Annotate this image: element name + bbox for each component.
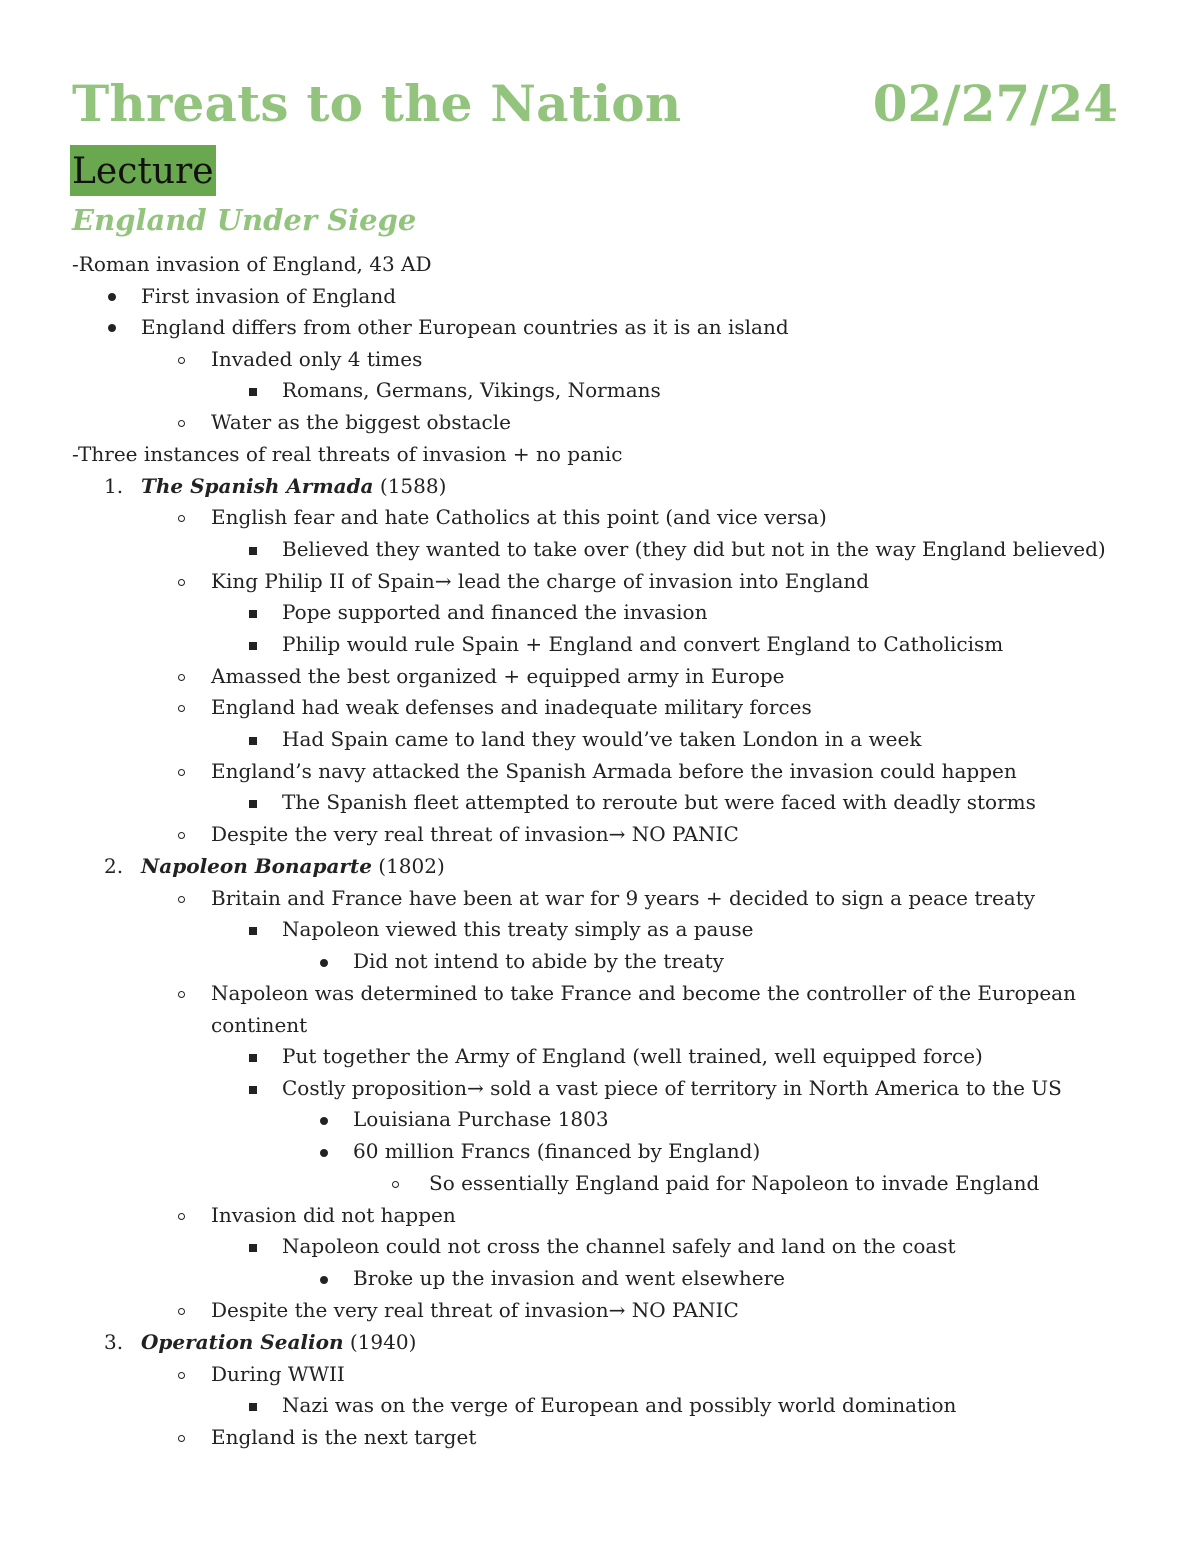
bullet-circle bbox=[178, 1435, 185, 1442]
bullet-circle bbox=[178, 1213, 185, 1220]
note-line: Broke up the invasion and went elsewhere bbox=[353, 1266, 785, 1290]
bullet-circle bbox=[178, 705, 185, 712]
topic-title: The Spanish Armada bbox=[141, 474, 374, 498]
note-line: Costly proposition→ sold a vast piece of territory in North America to the US bbox=[282, 1076, 1062, 1100]
list-number: 2. bbox=[104, 854, 124, 878]
bullet-dot bbox=[108, 324, 116, 332]
bullet-circle bbox=[392, 1181, 399, 1188]
note-line: continent bbox=[211, 1013, 308, 1037]
note-line: Romans, Germans, Vikings, Normans bbox=[282, 378, 661, 402]
note-line: English fear and hate Catholics at this point (and vice versa) bbox=[211, 505, 827, 529]
bullet-circle bbox=[178, 420, 185, 427]
note-line: King Philip II of Spain→ lead the charge of invasion into England bbox=[211, 569, 870, 593]
note-line: Philip would rule Spain + England and convert England to Catholicism bbox=[282, 632, 1004, 656]
topic-title: Operation Sealion bbox=[141, 1330, 344, 1354]
note-line: Napoleon could not cross the channel safely and land on the coast bbox=[282, 1234, 956, 1258]
bullet-circle bbox=[178, 579, 185, 586]
note-line: Pope supported and financed the invasion bbox=[282, 600, 708, 624]
note-line: -Three instances of real threats of invasion + no panic bbox=[72, 442, 623, 466]
bullet-square bbox=[249, 610, 257, 618]
note-line: Napoleon was determined to take France and become the controller of the European bbox=[211, 981, 1076, 1005]
note-line: England’s navy attacked the Spanish Armada before the invasion could happen bbox=[211, 759, 1017, 783]
note-line: Nazi was on the verge of European and possibly world domination bbox=[282, 1393, 957, 1417]
bullet-square bbox=[249, 642, 257, 650]
bullet-dot bbox=[320, 959, 328, 967]
note-line: The Spanish fleet attempted to reroute but were faced with deadly storms bbox=[282, 790, 1036, 814]
note-line: Invasion did not happen bbox=[211, 1203, 456, 1227]
note-line: Believed they wanted to take over (they did but not in the way England believed) bbox=[282, 537, 1106, 561]
note-line: Put together the Army of England (well trained, well equipped force) bbox=[282, 1044, 983, 1068]
note-line: England differs from other European countries as it is an island bbox=[141, 315, 789, 339]
note-line: Napoleon viewed this treaty simply as a pause bbox=[282, 917, 754, 941]
note-line: Amassed the best organized + equipped army in Europe bbox=[211, 664, 785, 688]
bullet-circle bbox=[178, 515, 185, 522]
note-line: Had Spain came to land they would’ve taken London in a week bbox=[282, 727, 922, 751]
list-number: 1. bbox=[104, 474, 124, 498]
topic-year: (1588) bbox=[373, 474, 447, 498]
lecture-label: Lecture bbox=[70, 145, 216, 196]
topic-heading bbox=[141, 850, 445, 882]
note-line: Water as the biggest obstacle bbox=[211, 410, 511, 434]
bullet-square bbox=[249, 1403, 257, 1411]
bullet-circle bbox=[178, 991, 185, 998]
bullet-circle bbox=[178, 1308, 185, 1315]
note-line: So essentially England paid for Napoleon to invade England bbox=[429, 1171, 1040, 1195]
page-title: Threats to the Nation bbox=[72, 74, 682, 133]
bullet-square bbox=[249, 800, 257, 808]
section-heading: England Under Siege bbox=[72, 203, 417, 237]
list-number: 3. bbox=[104, 1330, 124, 1354]
bullet-circle bbox=[178, 769, 185, 776]
note-line: 60 million Francs (financed by England) bbox=[353, 1139, 761, 1163]
note-line: Despite the very real threat of invasion→ NO PANIC bbox=[211, 1298, 739, 1322]
date-heading: 02/27/24 bbox=[872, 74, 1118, 133]
topic-heading bbox=[141, 1326, 416, 1358]
bullet-circle bbox=[178, 896, 185, 903]
topic-year: (1940) bbox=[343, 1330, 417, 1354]
bullet-square bbox=[249, 1244, 257, 1252]
note-line: Invaded only 4 times bbox=[211, 347, 423, 371]
bullet-square bbox=[249, 737, 257, 745]
note-line: Britain and France have been at war for 9 years + decided to sign a peace treaty bbox=[211, 886, 1036, 910]
note-line: First invasion of England bbox=[141, 284, 397, 308]
bullet-circle bbox=[178, 832, 185, 839]
bullet-square bbox=[249, 547, 257, 555]
topic-year: (1802) bbox=[371, 854, 445, 878]
bullet-square bbox=[249, 927, 257, 935]
bullet-square bbox=[249, 1054, 257, 1062]
bullet-circle bbox=[178, 674, 185, 681]
note-line: England had weak defenses and inadequate military forces bbox=[211, 695, 812, 719]
bullet-square bbox=[249, 1086, 257, 1094]
bullet-dot bbox=[320, 1117, 328, 1125]
bullet-circle bbox=[178, 357, 185, 364]
topic-title: Napoleon Bonaparte bbox=[141, 854, 372, 878]
note-line: Louisiana Purchase 1803 bbox=[353, 1107, 609, 1131]
bullet-dot bbox=[320, 1276, 328, 1284]
bullet-square bbox=[249, 388, 257, 396]
note-line: Despite the very real threat of invasion→ NO PANIC bbox=[211, 822, 739, 846]
bullet-dot bbox=[320, 1149, 328, 1157]
note-line: Did not intend to abide by the treaty bbox=[353, 949, 724, 973]
note-line: England is the next target bbox=[211, 1425, 477, 1449]
topic-heading bbox=[141, 470, 446, 502]
note-line: During WWII bbox=[211, 1362, 345, 1386]
note-line: -Roman invasion of England, 43 AD bbox=[72, 252, 432, 276]
bullet-circle bbox=[178, 1372, 185, 1379]
bullet-dot bbox=[108, 293, 116, 301]
